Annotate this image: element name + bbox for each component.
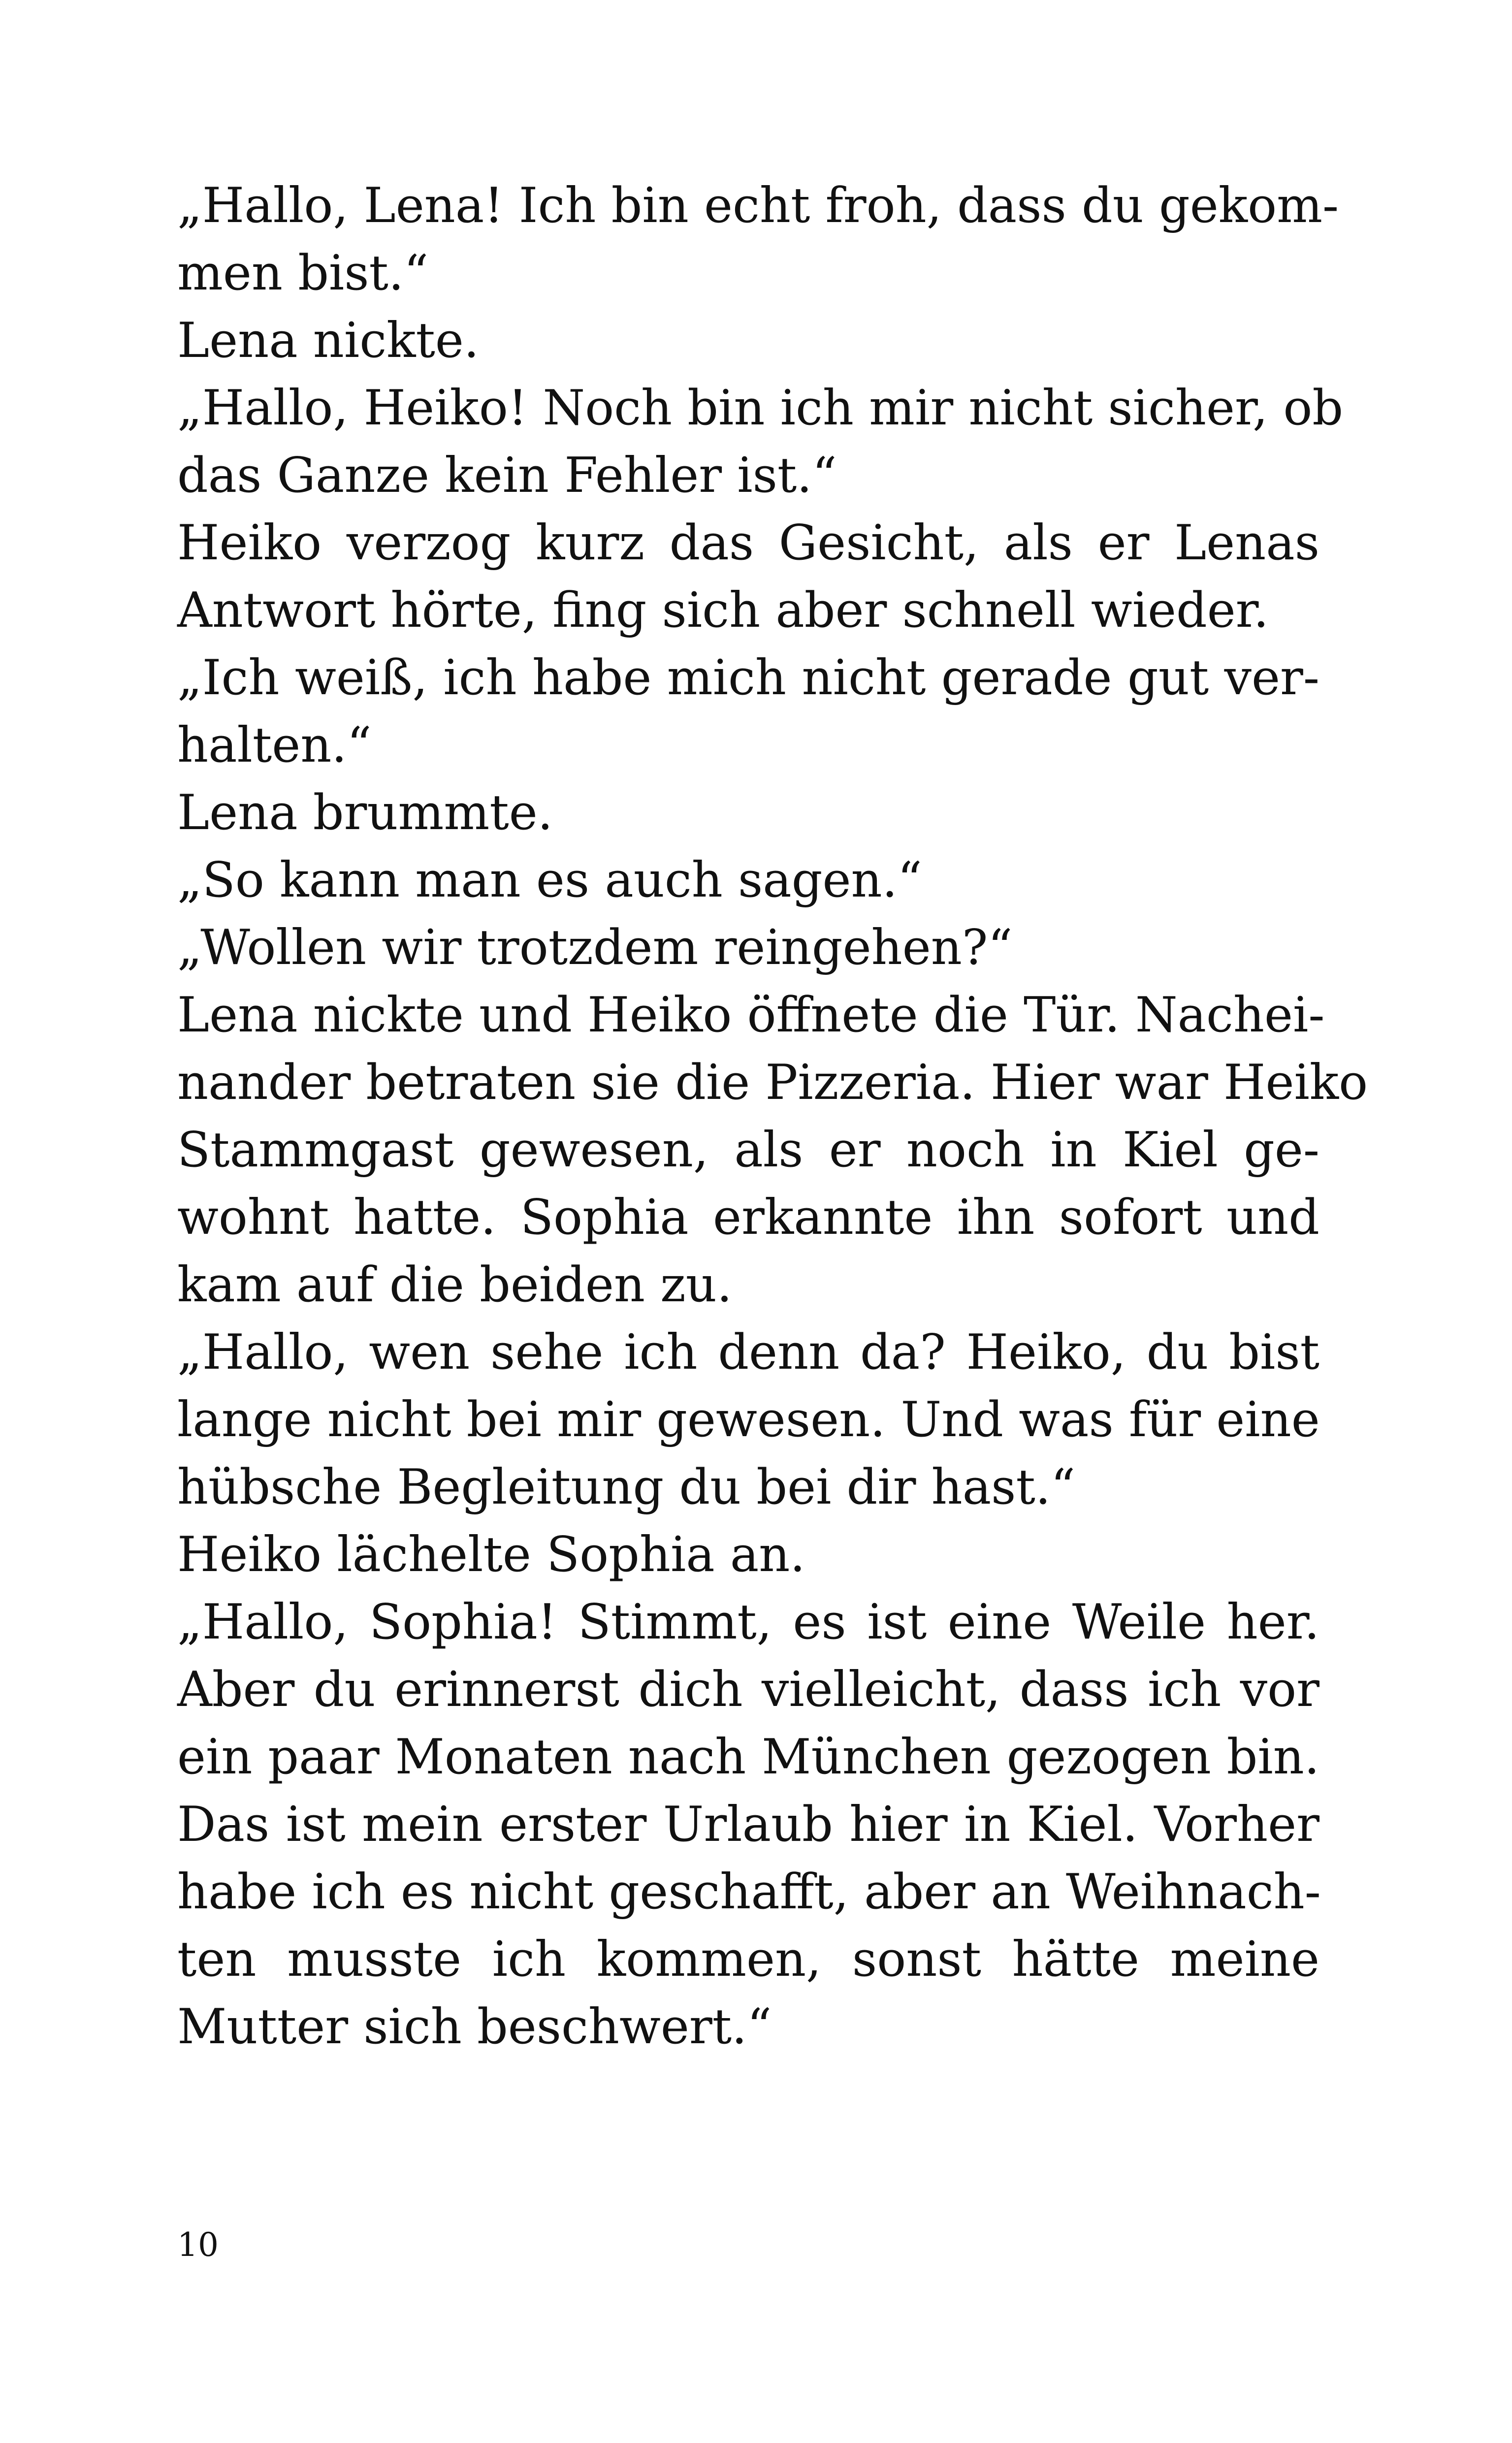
- text-line: lange nicht bei mir gewesen. Und was für eine: [177, 1392, 1320, 1448]
- body-text: [177, 172, 1368, 2061]
- text-line: das Ganze kein Fehler ist.“: [177, 448, 837, 504]
- text-line: Lena brummte.: [177, 785, 553, 841]
- text-line: Heiko verzog kurz das Gesicht, als er Lenas: [177, 515, 1319, 571]
- text-line: kam auf die beiden zu.: [177, 1257, 733, 1313]
- text-line: habe ich es nicht geschafft, aber an Weihnach-: [177, 1864, 1321, 1920]
- text-line: Das ist mein erster Urlaub hier in Kiel. Vorher: [177, 1797, 1319, 1853]
- text-line: ein paar Monaten nach München gezogen bin.: [177, 1729, 1319, 1785]
- text-line: Lena nickte.: [177, 313, 480, 369]
- text-line: hübsche Begleitung du bei dir hast.“: [177, 1459, 1076, 1515]
- text-line: Antwort hörte, fing sich aber schnell wieder.: [177, 582, 1269, 639]
- text-line: „Wollen wir trotzdem reingehen?“: [177, 920, 1013, 976]
- text-line: „Hallo, Sophia! Stimmt, es ist eine Weile her.: [177, 1594, 1319, 1650]
- text-line: wohnt hatte. Sophia erkannte ihn sofort und: [177, 1189, 1319, 1246]
- text-line: „Hallo, wen sehe ich denn da? Heiko, du bist: [177, 1324, 1319, 1381]
- text-line: Stammgast gewesen, als er noch in Kiel ge-: [177, 1122, 1319, 1178]
- text-line: „So kann man es auch sagen.“: [177, 852, 922, 908]
- text-line: „Hallo, Lena! Ich bin echt froh, dass du gekom-: [177, 178, 1339, 234]
- text-line: ten musste ich kommen, sonst hätte meine: [177, 1931, 1319, 1988]
- text-line: Mutter sich beschwert.“: [177, 1999, 772, 2055]
- text-line: „Ich weiß, ich habe mich nicht gerade gut ver-: [177, 650, 1319, 706]
- text-line: halten.“: [177, 717, 372, 773]
- text-line: „Hallo, Heiko! Noch bin ich mir nicht sicher, ob: [177, 380, 1344, 436]
- text-line: Aber du erinnerst dich vielleicht, dass ich vor: [177, 1662, 1319, 1718]
- text-line: men bist.“: [177, 245, 429, 301]
- text-line: Heiko lächelte Sophia an.: [177, 1527, 805, 1583]
- text-line: Lena nickte und Heiko öffnete die Tür. Nachei-: [177, 987, 1325, 1043]
- text-line: nander betraten sie die Pizzeria. Hier war Heiko: [177, 1055, 1368, 1111]
- page-number: 10: [177, 2226, 219, 2264]
